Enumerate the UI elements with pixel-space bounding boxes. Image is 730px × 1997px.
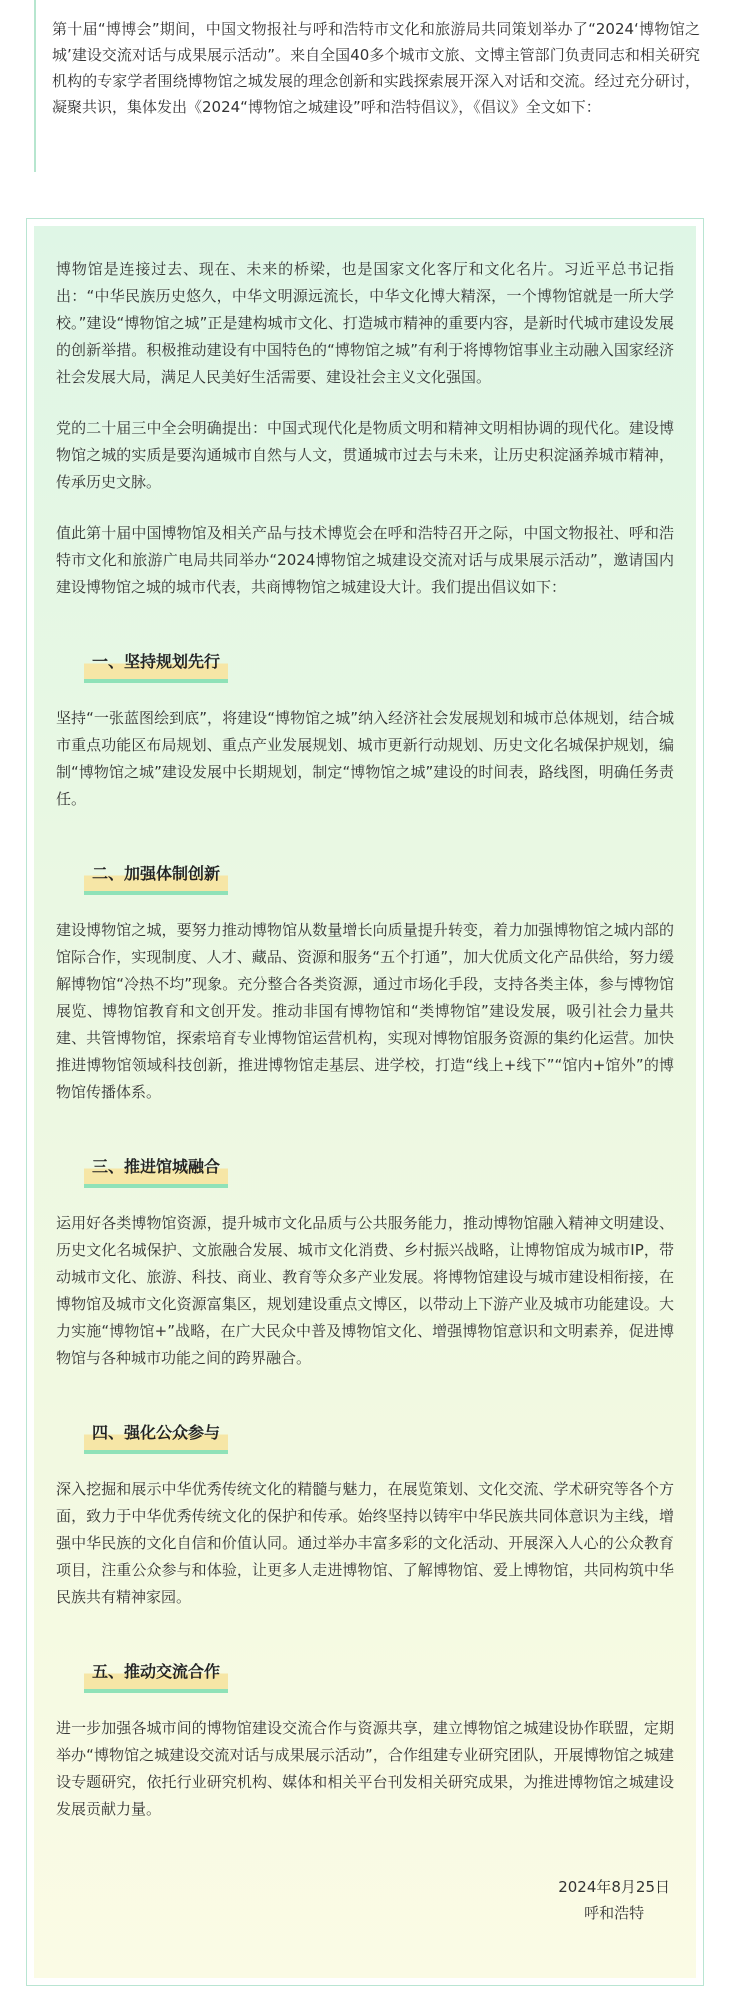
section-heading: 一、坚持规划先行 (84, 651, 228, 683)
section-text: 深入挖掘和展示中华优秀传统文化的精髓与魅力，在展览策划、文化交流、学术研究等各个方面，致力于中华优秀传统文化的保护和传承。始终坚持以铸牢中华民族共同体意识为主线，增强中华民族的文化自信和价值认同。通过举办丰富多彩的文化活动、开展深入人心的公众教育项目，注重公众参与和体验，让更多人走进博物馆、了解博物馆、爱上博物馆，共同构筑中华民族共有精神家园。 (56, 1480, 674, 1606)
section-cooperation (56, 1611, 674, 1823)
signature-place: 呼和浩特 (584, 1904, 645, 1922)
proposal-card-body (34, 226, 696, 1978)
section-heading: 五、推动交流合作 (84, 1661, 228, 1693)
section-institution (56, 813, 674, 1106)
opening-paragraph: 值此第十届中国博物馆及相关产品与技术博览会在呼和浩特召开之际，中国文物报社、呼和浩特市文化和旅游广电局共同举办“2024博物馆之城建设交流对话与成果展示活动”，邀请国内建设博物馆之城的城市代表，共商博物馆之城建设大计。我们提出倡议如下： (56, 524, 674, 596)
section-participation (56, 1372, 674, 1611)
section-heading: 三、推进馆城融合 (84, 1156, 228, 1188)
section-heading: 二、加强体制创新 (84, 863, 228, 895)
intro-quote (34, 0, 706, 172)
signature-date: 2024年8月25日 (558, 1878, 670, 1896)
section-text: 进一步加强各城市间的博物馆建设交流合作与资源共享，建立博物馆之城建设协作联盟，定期举办“博物馆之城建设交流对话与成果展示活动”，合作组建专业研究团队，开展博物馆之城建设专题研究，依托行业研究机构、媒体和相关平台刊发相关研究成果，为推进博物馆之城建设发展贡献力量。 (56, 1719, 674, 1818)
section-integration (56, 1106, 674, 1372)
section-text: 建设博物馆之城，要努力推动博物馆从数量增长向质量提升转变，着力加强博物馆之城内部的馆际合作，实现制度、人才、藏品、资源和服务“五个打通”，加大优质文化产品供给，努力缓解博物馆“冷热不均”现象。充分整合各类资源，通过市场化手段，支持各类主体，参与博物馆展览、博物馆教育和文创开发。推动非国有博物馆和“类博物馆”建设发展，吸引社会力量共建、共管博物馆，探索培育专业博物馆运营机构，实现对博物馆服务资源的集约化运营。加快推进博物馆领域科技创新，推进博物馆走基层、进学校，打造“线上+线下”“馆内+馆外”的博物馆传播体系。 (56, 921, 674, 1101)
section-planning (56, 601, 674, 813)
signature-block (558, 1874, 670, 1926)
opening-paragraph: 党的二十届三中全会明确提出：中国式现代化是物质文明和精神文明相协调的现代化。建设博物馆之城的实质是要沟通城市自然与人文，贯通城市过去与未来，让历史积淀涵养城市精神，传承历史文脉。 (56, 419, 674, 491)
section-heading: 四、强化公众参与 (84, 1422, 228, 1454)
proposal-card (26, 218, 704, 1986)
section-text: 运用好各类博物馆资源，提升城市文化品质与公共服务能力，推动博物馆融入精神文明建设、历史文化名城保护、文旅融合发展、城市文化消费、乡村振兴战略，让博物馆成为城市IP，带动城市文化、旅游、科技、商业、教育等众多产业发展。将博物馆建设与城市建设相衔接，在博物馆及城市文化资源富集区，规划建设重点文博区，以带动上下游产业及城市功能建设。大力实施“博物馆+”战略，在广大民众中普及博物馆文化、增强博物馆意识和文明素养，促进博物馆与各种城市功能之间的跨界融合。 (56, 1214, 674, 1367)
intro-text: 第十届“博博会”期间，中国文物报社与呼和浩特市文化和旅游局共同策划举办了“2024‘博物馆之城’建设交流对话与成果展示活动”。来自全国40多个城市文旅、文博主管部门负责同志和相关研究机构的专家学者围绕博物馆之城发展的理念创新和实践探索展开深入对话和交流。经过充分研讨，凝聚共识，集体发出《2024“博物馆之城建设”呼和浩特倡议》，《倡议》全文如下： (52, 20, 700, 116)
section-text: 坚持“一张蓝图绘到底”，将建设“博物馆之城”纳入经济社会发展规划和城市总体规划，结合城市重点功能区布局规划、重点产业发展规划、城市更新行动规划、历史文化名城保护规划，编制“博物馆之城”建设发展中长期规划，制定“博物馆之城”建设的时间表，路线图，明确任务责任。 (56, 709, 674, 808)
opening-paragraph: 博物馆是连接过去、现在、未来的桥梁，也是国家文化客厅和文化名片。习近平总书记指出：“中华民族历史悠久，中华文明源远流长，中华文化博大精深，一个博物馆就是一所大学校。”建设“博物馆之城”正是建构城市文化、打造城市精神的重要内容，是新时代城市建设发展的创新举措。积极推动建设有中国特色的“博物馆之城”有利于将博物馆事业主动融入国家经济社会发展大局，满足人民美好生活需要、建设社会主义文化强国。 (56, 260, 674, 386)
